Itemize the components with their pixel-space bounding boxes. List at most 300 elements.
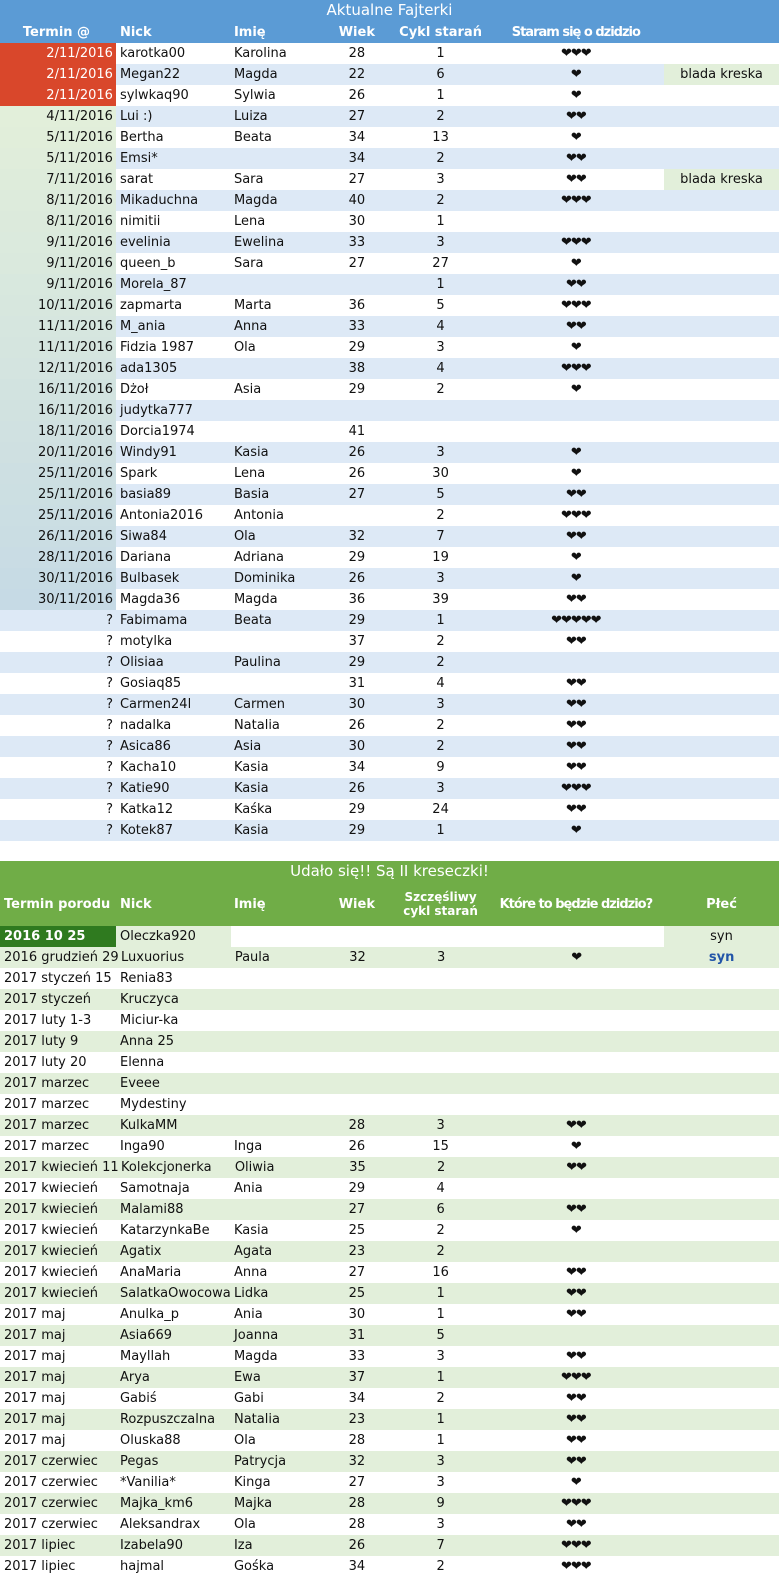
cell-term: 2016 grudzień 29: [4, 950, 119, 965]
cell-age: 28: [348, 46, 366, 61]
table-row: [0, 484, 779, 505]
cell-name: [231, 1031, 320, 1052]
cell-hearts: ❤: [570, 550, 581, 565]
table-row: [0, 232, 779, 253]
cell-nick: Kolekcjonerka: [121, 1160, 212, 1175]
table-row: [0, 1157, 779, 1178]
cell-note: [664, 1157, 779, 1178]
cell-cycle: [394, 926, 488, 947]
cell-age: 40: [348, 193, 366, 208]
cell-nick: Morela_87: [119, 277, 187, 292]
cell-hearts: [488, 1178, 664, 1199]
header-name: Imię: [233, 896, 266, 912]
cell-age: [320, 968, 393, 989]
cell-nick: Gosiaq85: [119, 676, 182, 691]
cell-note: [664, 1031, 779, 1052]
cell-term: 9/11/2016: [0, 253, 116, 274]
table-row: [0, 547, 779, 568]
cell-age: 29: [348, 655, 366, 670]
cell-age: 28: [348, 1433, 366, 1448]
cell-term: 2017 czerwiec: [4, 1517, 98, 1532]
cell-hearts: ❤: [570, 1475, 581, 1490]
cell-term: 16/11/2016: [0, 400, 116, 421]
cell-cycle: 13: [432, 130, 449, 145]
cell-nick: Mydestiny: [119, 1097, 187, 1112]
cell-term: 8/11/2016: [0, 211, 116, 232]
cell-nick: Anna 25: [119, 1034, 174, 1049]
cell-cycle: 2: [436, 1244, 445, 1259]
cell-nick: zapmarta: [119, 298, 183, 313]
cell-cycle: 3: [436, 571, 445, 586]
cell-cycle: 3: [436, 235, 445, 250]
cell-note: [664, 736, 779, 757]
success-header-row: [0, 882, 779, 926]
cell-hearts: [488, 968, 664, 989]
cell-hearts: [488, 421, 664, 442]
cell-note: [664, 274, 779, 295]
cell-hearts: ❤❤❤: [561, 1559, 591, 1574]
cell-term: 8/11/2016: [0, 190, 116, 211]
table-row: [0, 316, 779, 337]
cell-hearts: ❤❤: [565, 1454, 586, 1469]
cell-nick: Dorcia1974: [119, 424, 195, 439]
cell-hearts: ❤: [570, 571, 581, 586]
cell-age: 26: [348, 1139, 366, 1154]
cell-name: Ewelina: [233, 235, 285, 250]
cell-nick: Oluska88: [119, 1433, 181, 1448]
cell-term: 2/11/2016: [0, 85, 116, 106]
cell-term: 10/11/2016: [0, 295, 116, 316]
cell-name: [231, 148, 320, 169]
cell-note: [664, 1325, 779, 1346]
cell-hearts: ❤❤: [565, 760, 586, 775]
cell-name: Beata: [233, 130, 272, 145]
cell-cycle: 4: [436, 361, 445, 376]
cell-nick: Samotnaja: [119, 1181, 190, 1196]
cell-cycle: 2: [436, 655, 445, 670]
cell-name: [231, 673, 320, 694]
cell-name: Sylwia: [233, 88, 276, 103]
cell-note: [664, 232, 779, 253]
cell-name: Magda: [233, 592, 278, 607]
cell-nick: Dariana: [119, 550, 172, 565]
table-row: [0, 1535, 779, 1556]
cell-nick: Mayllah: [119, 1349, 171, 1364]
cell-note: [664, 211, 779, 232]
table-row: [0, 652, 779, 673]
cell-age: 26: [348, 88, 366, 103]
cell-term: ?: [106, 655, 113, 670]
cell-hearts: ❤: [570, 466, 581, 481]
cell-term: 2017 kwiecień: [4, 1202, 98, 1217]
cell-age: 29: [348, 823, 366, 838]
cell-hearts: [488, 1325, 664, 1346]
cell-note: [664, 673, 779, 694]
table-row: [0, 1094, 779, 1115]
cell-note: [664, 610, 779, 631]
cell-term: 2017 kwiecień: [4, 1181, 98, 1196]
cell-cycle: 1: [436, 214, 445, 229]
cell-note: [664, 1073, 779, 1094]
cell-age: [320, 505, 393, 526]
cell-nick: AnaMaria: [119, 1265, 182, 1280]
table-row: [0, 1178, 779, 1199]
cell-cycle: 2: [436, 634, 445, 649]
cell-age: 23: [348, 1412, 366, 1427]
cell-nick: Miciur-ka: [119, 1013, 179, 1028]
cell-name: Sara: [233, 172, 264, 187]
table-row: [0, 778, 779, 799]
cell-nick: nadalka: [119, 718, 172, 733]
cell-term: 2/11/2016: [0, 64, 116, 85]
cell-note: [664, 778, 779, 799]
cell-name: Kasia: [233, 781, 269, 796]
cell-term: 20/11/2016: [0, 442, 116, 463]
cell-cycle: 2: [436, 151, 445, 166]
cell-hearts: [488, 211, 664, 232]
cell-nick: judytka777: [119, 403, 193, 418]
cell-age: [320, 1052, 393, 1073]
table-row: [0, 274, 779, 295]
cell-cycle: 3: [436, 1454, 445, 1469]
cell-note: [664, 463, 779, 484]
cell-note: [664, 127, 779, 148]
cell-note: [664, 421, 779, 442]
cell-note: [664, 568, 779, 589]
table-row: [0, 358, 779, 379]
header-term: Termin @: [22, 24, 91, 40]
cell-age: 30: [348, 1307, 366, 1322]
cell-term: 4/11/2016: [0, 106, 116, 127]
cell-note: [664, 1514, 779, 1535]
cell-age: 26: [348, 781, 366, 796]
cell-name: Sara: [233, 256, 264, 271]
cell-name: Joanna: [233, 1328, 279, 1343]
cell-hearts: ❤: [570, 88, 581, 103]
cell-cycle: 6: [436, 1202, 445, 1217]
cell-age: 33: [348, 235, 366, 250]
cell-age: 37: [348, 634, 366, 649]
table-row: [0, 442, 779, 463]
cell-cycle: 1: [436, 46, 445, 61]
cell-term: 2017 luty 20: [4, 1055, 87, 1070]
cell-hearts: ❤❤: [565, 319, 586, 334]
cell-nick: Aleksandrax: [119, 1517, 201, 1532]
cell-name: Lidka: [233, 1286, 269, 1301]
cell-nick: Fabimama: [119, 613, 188, 628]
cell-age: 30: [348, 214, 366, 229]
cell-age: 27: [348, 256, 366, 271]
cell-name: [231, 1010, 320, 1031]
table-row: [0, 253, 779, 274]
table-row: [0, 190, 779, 211]
cell-hearts: ❤❤: [565, 1202, 586, 1217]
table-row: [0, 337, 779, 358]
cell-nick: Katie90: [119, 781, 170, 796]
cell-name: [231, 631, 320, 652]
cell-hearts: ❤: [570, 256, 581, 271]
cell-name: Ola: [233, 1433, 256, 1448]
cell-term: 25/11/2016: [0, 484, 116, 505]
cell-note: [664, 1220, 779, 1241]
cell-term: 2017 styczeń 15: [4, 971, 112, 986]
cell-nick: KulkaMM: [119, 1118, 178, 1133]
cell-age: 27: [348, 109, 366, 124]
table-row: [0, 1241, 779, 1262]
fighters-header-row: [0, 21, 779, 43]
cell-note: [664, 1346, 779, 1367]
cell-cycle: 19: [432, 550, 449, 565]
cell-note: [664, 358, 779, 379]
cell-hearts: ❤❤: [565, 739, 586, 754]
cell-cycle: 7: [436, 1538, 445, 1553]
cell-term: ?: [106, 823, 113, 838]
table-row: [0, 1472, 779, 1493]
cell-cycle: [394, 1052, 488, 1073]
header-which-baby: Które to będzie dzidzio?: [499, 896, 653, 912]
cell-nick: M_ania: [119, 319, 166, 334]
cell-age: 34: [348, 151, 366, 166]
cell-age: 34: [348, 1391, 366, 1406]
cell-nick: Malami88: [119, 1202, 184, 1217]
table-row: [0, 1451, 779, 1472]
table-row: [0, 736, 779, 757]
success-title: Udało się!! Są II kreseczki!: [0, 861, 779, 882]
cell-age: 36: [348, 592, 366, 607]
cell-note: [664, 337, 779, 358]
cell-hearts: ❤❤: [565, 697, 586, 712]
cell-age: 29: [348, 340, 366, 355]
cell-term: 5/11/2016: [0, 148, 116, 169]
cell-note: [664, 820, 779, 841]
cell-note: [664, 1115, 779, 1136]
cell-nick: Kotek87: [119, 823, 173, 838]
cell-age: 25: [348, 1223, 366, 1238]
cell-nick: Oleczka920: [116, 926, 231, 947]
cell-nick: Siwa84: [119, 529, 167, 544]
cell-age: 29: [348, 382, 366, 397]
table-row: [0, 715, 779, 736]
cell-term: ?: [106, 718, 113, 733]
cell-name: Antonia: [233, 508, 284, 523]
table-row: [0, 379, 779, 400]
cell-name: [231, 1115, 320, 1136]
cell-cycle: [394, 1094, 488, 1115]
cell-age: 32: [348, 1454, 366, 1469]
cell-age: 33: [348, 319, 366, 334]
fighters-body: [0, 43, 779, 841]
table-row: [0, 568, 779, 589]
cell-name: Kasia: [233, 1223, 269, 1238]
cell-note: [664, 253, 779, 274]
cell-nick: Majka_km6: [119, 1496, 194, 1511]
cell-note: [664, 106, 779, 127]
cell-name: Inga: [233, 1139, 263, 1154]
cell-term: 2017 kwiecień: [4, 1265, 98, 1280]
cell-nick: motylka: [119, 634, 173, 649]
cell-cycle: 6: [436, 67, 445, 82]
table-row: [0, 211, 779, 232]
header-age: Wiek: [338, 24, 375, 40]
cell-nick: Kacha10: [119, 760, 177, 775]
table-row: [0, 1325, 779, 1346]
cell-note: [664, 799, 779, 820]
cell-nick: Megan22: [119, 67, 181, 82]
cell-name: Dominika: [233, 571, 296, 586]
cell-cycle: 2: [436, 382, 445, 397]
cell-term: 11/11/2016: [0, 316, 116, 337]
cell-hearts: ❤❤❤: [560, 781, 591, 796]
cell-term: 25/11/2016: [0, 505, 116, 526]
cell-note: [664, 85, 779, 106]
cell-cycle: 2: [436, 508, 445, 523]
cell-term: 2017 czerwiec: [4, 1496, 98, 1511]
cell-hearts: ❤❤❤: [560, 46, 591, 61]
cell-term: 11/11/2016: [0, 337, 116, 358]
cell-term: 2017 lipiec: [4, 1538, 76, 1553]
table-row: [0, 1010, 779, 1031]
cell-name: Magda: [233, 67, 278, 82]
cell-nick: Mikaduchna: [119, 193, 199, 208]
cell-note: [664, 1052, 779, 1073]
cell-name: Basia: [233, 487, 270, 502]
cell-cycle: 3: [436, 781, 445, 796]
cell-age: 22: [348, 67, 366, 82]
cell-age: 28: [348, 1517, 366, 1532]
cell-hearts: ❤❤❤: [560, 298, 591, 313]
cell-note: [664, 442, 779, 463]
cell-hearts: ❤❤: [565, 1265, 586, 1280]
cell-nick: Dżoł: [119, 382, 149, 397]
cell-age: 26: [348, 445, 366, 460]
cell-nick: Rozpuszczalna: [119, 1412, 216, 1427]
table-row: [0, 148, 779, 169]
cell-age: 33: [348, 1349, 366, 1364]
cell-cycle: 27: [432, 256, 449, 271]
cell-term: 2017 maj: [4, 1370, 66, 1385]
cell-cycle: [394, 968, 488, 989]
cell-term: 2017 czerwiec: [4, 1475, 98, 1490]
cell-term: 2017 marzec: [4, 1076, 90, 1091]
cell-nick: Eveee: [119, 1076, 160, 1091]
cell-note: [664, 757, 779, 778]
cell-cycle: 5: [436, 487, 445, 502]
table-row: [0, 968, 779, 989]
cell-cycle: 1: [436, 1412, 445, 1427]
cell-age: 30: [348, 739, 366, 754]
cell-term: 28/11/2016: [0, 547, 116, 568]
cell-hearts: ❤❤: [565, 1433, 586, 1448]
cell-hearts: ❤❤: [565, 277, 586, 292]
cell-term: ?: [106, 781, 113, 796]
table-row: [0, 127, 779, 148]
cell-age: 34: [348, 130, 366, 145]
cell-nick: Bulbasek: [119, 571, 180, 586]
cell-note: [664, 43, 779, 64]
cell-cycle: 3: [436, 1475, 445, 1490]
table-row: [0, 295, 779, 316]
table-row: [0, 1115, 779, 1136]
cell-note: [664, 1388, 779, 1409]
cell-note: blada kreska: [664, 64, 779, 85]
table-row: [0, 1283, 779, 1304]
cell-hearts: ❤❤: [565, 109, 586, 124]
cell-nick: hajmal: [119, 1559, 165, 1574]
cell-term: 2017 maj: [4, 1349, 66, 1364]
cell-name: [231, 968, 320, 989]
cell-nick: Olisiaa: [119, 655, 164, 670]
cell-note: [664, 1094, 779, 1115]
cell-cycle: 3: [436, 697, 445, 712]
cell-cycle: [394, 1010, 488, 1031]
cell-name: Oliwia: [234, 1160, 275, 1175]
cell-age: 30: [348, 697, 366, 712]
cell-note: [664, 1493, 779, 1514]
cell-hearts: ❤: [570, 445, 581, 460]
cell-term: 2017 czerwiec: [4, 1454, 98, 1469]
cell-hearts: ❤❤❤❤❤: [551, 613, 601, 628]
cell-hearts: ❤❤❤: [561, 1370, 591, 1385]
cell-term: ?: [106, 697, 113, 712]
cell-hearts: ❤❤: [566, 1160, 587, 1175]
cell-term: 2017 kwiecień: [4, 1244, 98, 1259]
cell-age: 34: [348, 760, 366, 775]
table-row: [0, 1409, 779, 1430]
cell-nick: Asia669: [119, 1328, 173, 1343]
cell-hearts: ❤❤❤: [560, 508, 591, 523]
cell-nick: Bertha: [119, 130, 164, 145]
cell-nick: Elenna: [119, 1055, 165, 1070]
cell-name: Ola: [233, 529, 256, 544]
cell-cycle: 4: [436, 676, 445, 691]
cell-name: Majka: [233, 1496, 273, 1511]
cell-name: Natalia: [233, 1412, 280, 1427]
cell-name: Kasia: [233, 445, 269, 460]
cell-name: [231, 989, 320, 1010]
cell-cycle: 1: [436, 823, 445, 838]
cell-nick: Fidzia 1987: [119, 340, 194, 355]
table-row: [0, 1514, 779, 1535]
cell-age: 36: [348, 298, 366, 313]
header-nick: Nick: [119, 24, 152, 40]
cell-hearts: ❤❤: [565, 1349, 586, 1364]
cell-hearts: ❤❤: [565, 1286, 586, 1301]
table-row: [0, 526, 779, 547]
cell-note: syn: [664, 926, 779, 947]
cell-age: 27: [348, 487, 366, 502]
cell-age: [320, 926, 393, 947]
cell-nick: Agatix: [119, 1244, 162, 1259]
cell-term: 2017 maj: [4, 1328, 66, 1343]
cell-cycle: 7: [436, 529, 445, 544]
cell-hearts: ❤❤: [565, 172, 586, 187]
table-row: [0, 1304, 779, 1325]
cell-term: ?: [106, 634, 113, 649]
cell-cycle: 2: [436, 109, 445, 124]
cell-hearts: ❤❤❤: [561, 1496, 591, 1511]
header-due-date: Termin porodu: [4, 896, 111, 912]
cell-hearts: ❤❤: [565, 718, 586, 733]
cell-age: 32: [348, 529, 366, 544]
cell-term: 2016 10 25: [0, 926, 116, 947]
header-sex: Płeć: [706, 896, 737, 912]
cell-cycle: 2: [436, 718, 445, 733]
table-row: [0, 400, 779, 421]
cell-age: 27: [348, 1265, 366, 1280]
cell-age: 23: [348, 1244, 366, 1259]
cell-name: [231, 1052, 320, 1073]
cell-note: [664, 1199, 779, 1220]
